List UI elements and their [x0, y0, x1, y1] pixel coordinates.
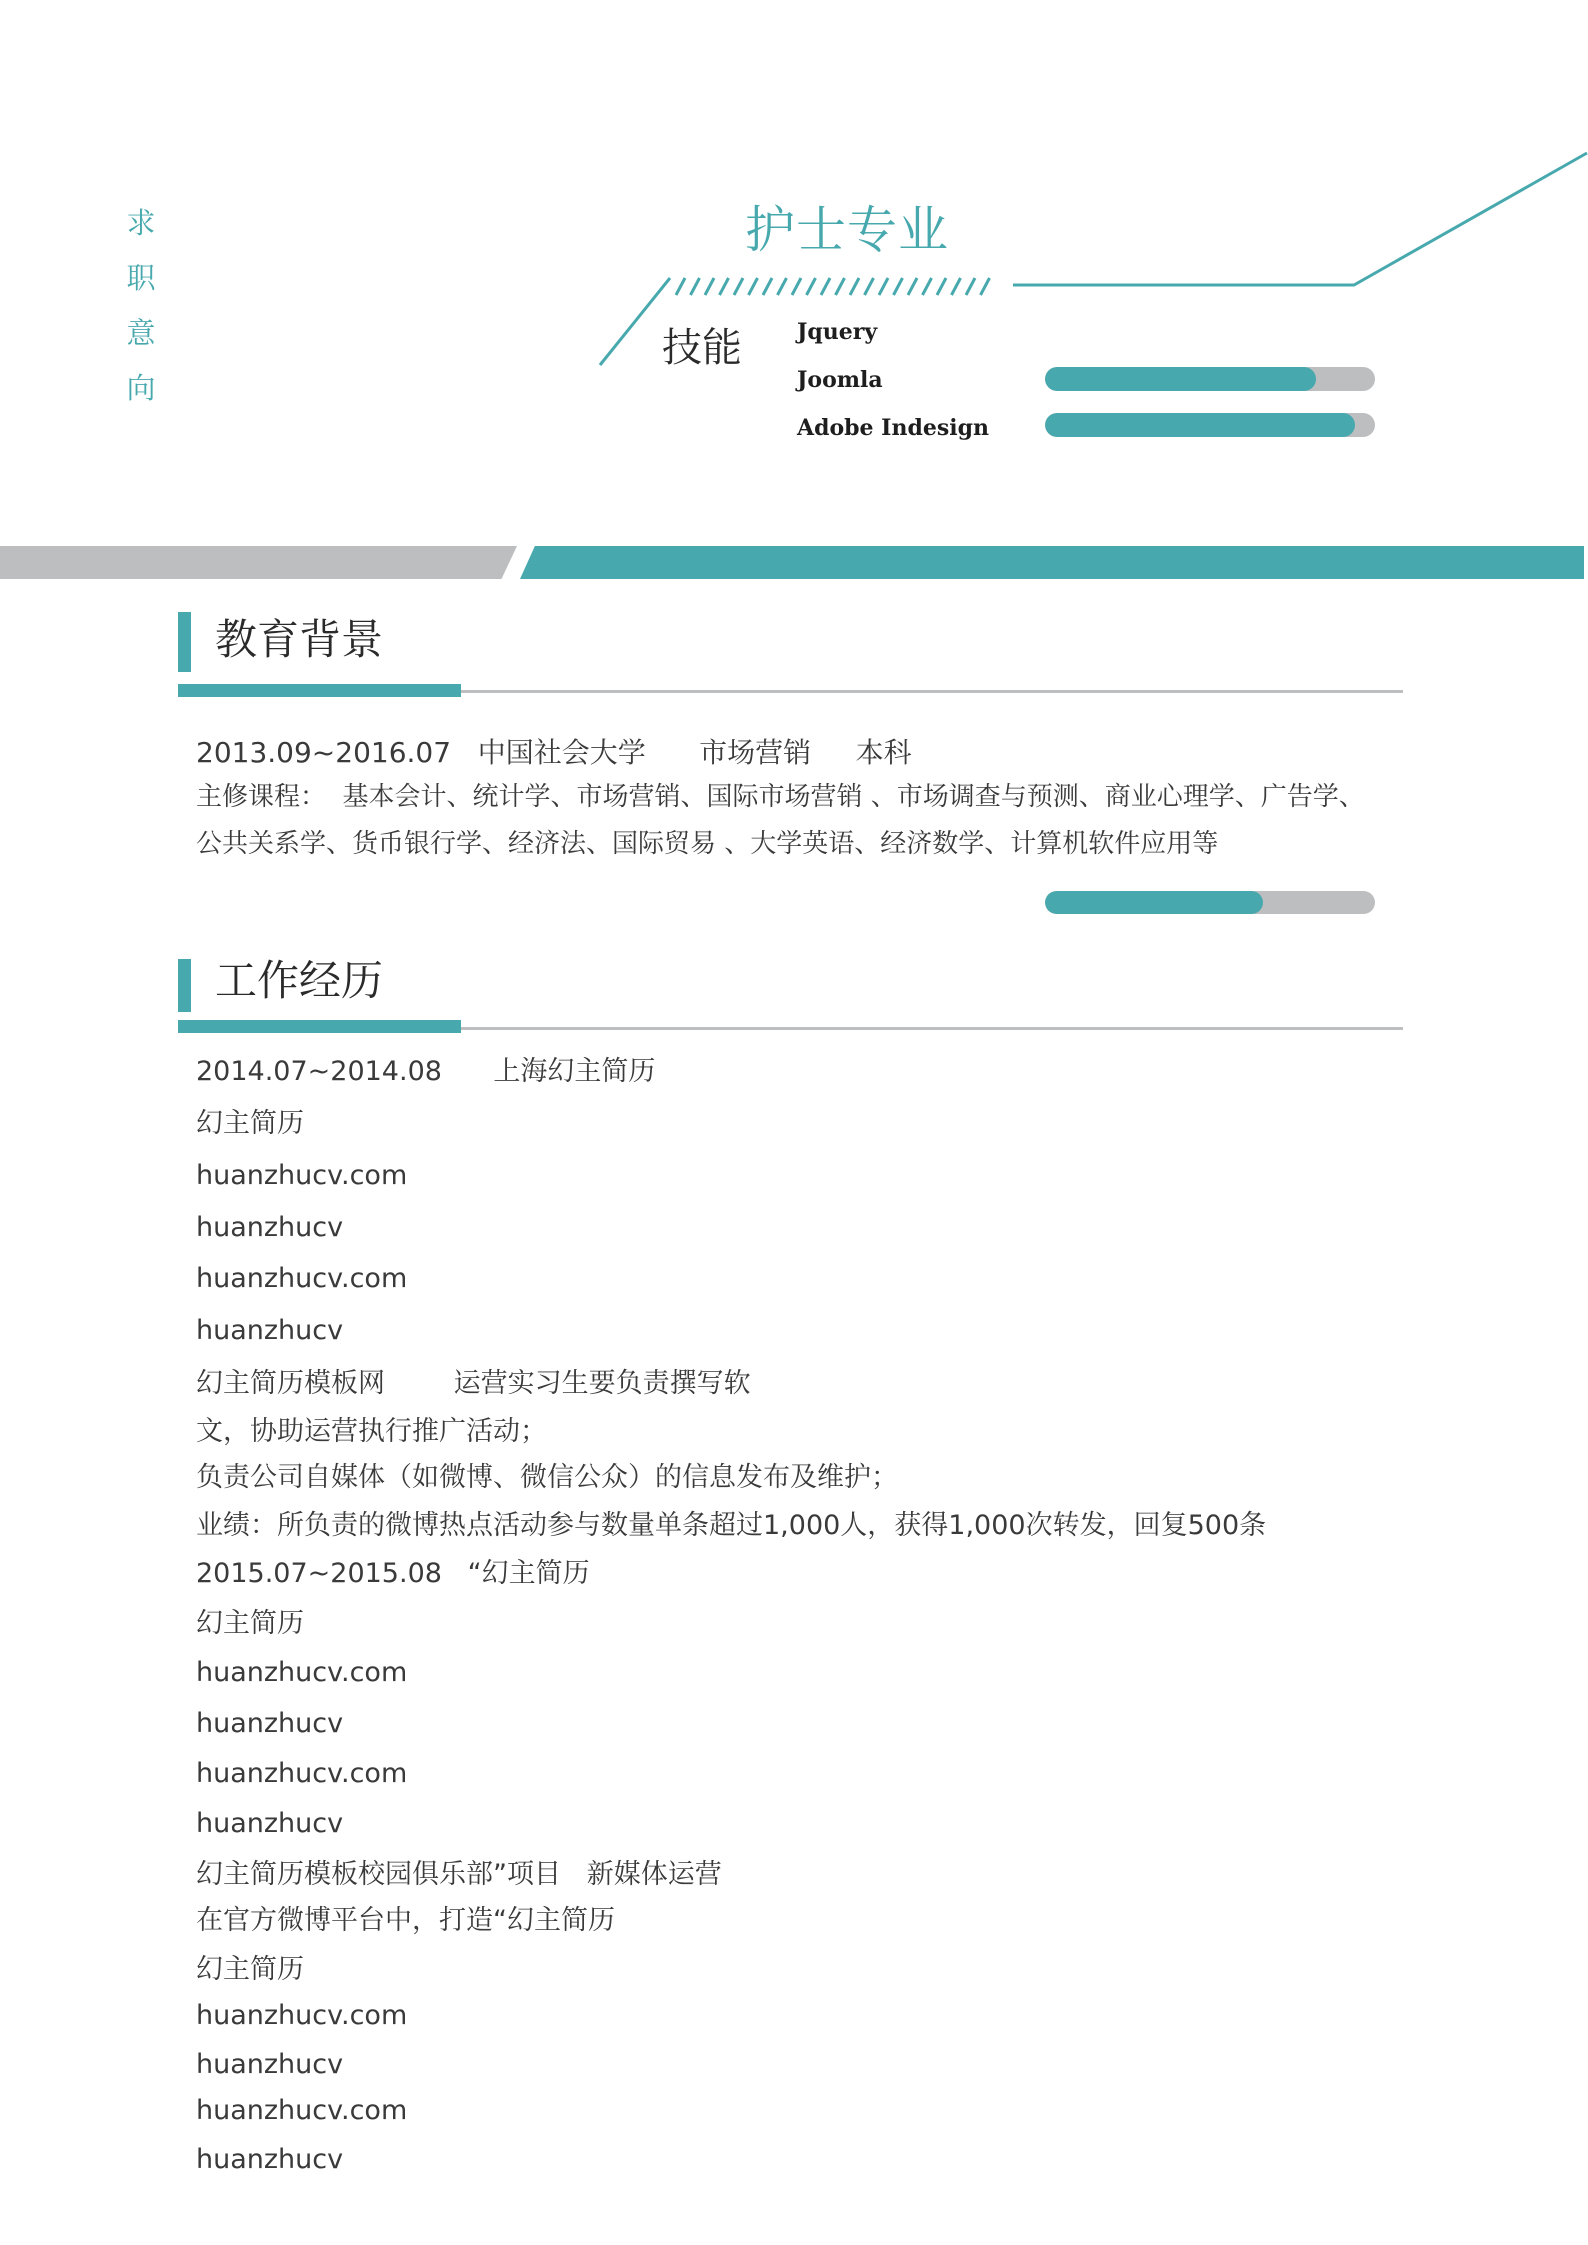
work-line: huanzhucv — [196, 1212, 344, 1243]
vertical-char: 向 — [126, 371, 156, 405]
work-line: huanzhucv.com — [196, 2095, 408, 2126]
work-heading: 工作经历 — [215, 956, 384, 1005]
education-heading: 教育背景 — [215, 615, 384, 664]
work-line: huanzhucv.com — [196, 1657, 408, 1688]
skills-heading: 技能 — [662, 325, 742, 371]
skill-bar-fill — [1045, 367, 1316, 391]
work-line: huanzhucv — [196, 1808, 344, 1839]
vertical-char: 求 — [126, 206, 156, 240]
work-line: huanzhucv — [196, 2144, 344, 2175]
work-line: 业绩：所负责的微博热点活动参与数量单条超过1,000人，获得1,000次转发，回复500条 — [196, 1510, 1267, 1541]
education-line: 主修课程： 基本会计、统计学、市场营销、国际市场营销 、市场调查与预测、商业心理学、广告学、 — [196, 782, 1365, 812]
education-progress-fill — [1045, 891, 1263, 914]
education-progress-bar — [1045, 891, 1375, 914]
section-underline — [178, 1020, 461, 1033]
diagonal-line — [600, 278, 670, 365]
work-line: 2015.07~2015.08 “幻主简历 — [196, 1558, 590, 1589]
section-underline — [178, 684, 461, 697]
skill-name-jquery: Jquery — [797, 319, 878, 345]
section-rule — [461, 1027, 1403, 1030]
work-line: 幻主简历模板网 运营实习生要负责撰写软 — [196, 1368, 751, 1399]
page-title: 护士专业 — [745, 201, 949, 259]
skill-bar-fill — [1045, 413, 1355, 437]
divider-band-gray — [0, 546, 517, 579]
work-line: huanzhucv.com — [196, 1160, 408, 1191]
decorative-lines — [0, 0, 1588, 600]
work-line: 幻主简历模板校园俱乐部”项目 新媒体运营 — [196, 1859, 722, 1890]
header-accent-line — [1013, 153, 1587, 285]
divider-band-teal — [520, 546, 1584, 579]
hatch-pattern — [676, 278, 990, 295]
work-line: huanzhucv — [196, 1315, 344, 1346]
work-line: 幻主简历 — [196, 1108, 304, 1139]
vertical-char: 意 — [126, 316, 156, 350]
work-line: 幻主简历 — [196, 1954, 304, 1985]
work-line: huanzhucv.com — [196, 1758, 408, 1789]
work-line: huanzhucv.com — [196, 2000, 408, 2031]
work-line: huanzhucv — [196, 2049, 344, 2080]
work-line: huanzhucv.com — [196, 1263, 408, 1294]
section-marker — [178, 959, 191, 1012]
work-line: huanzhucv — [196, 1708, 344, 1739]
skill-bar-indesign — [1045, 413, 1375, 437]
section-rule — [461, 690, 1403, 693]
work-line: 在官方微博平台中，打造“幻主简历 — [196, 1905, 615, 1936]
work-line: 负责公司自媒体（如微博、微信公众）的信息发布及维护； — [196, 1462, 898, 1493]
work-line: 幻主简历 — [196, 1608, 304, 1639]
work-line: 2014.07~2014.08 上海幻主简历 — [196, 1056, 656, 1087]
skill-name-indesign: Adobe Indesign — [797, 415, 989, 441]
vertical-char: 职 — [126, 261, 156, 295]
education-line: 2013.09~2016.07 中国社会大学 市场营销 本科 — [196, 736, 912, 769]
education-line: 公共关系学、货币银行学、经济法、国际贸易 、大学英语、经济数学、计算机软件应用等 — [196, 829, 1219, 859]
skill-name-joomla: Joomla — [797, 367, 883, 393]
work-line: 文，协助运营执行推广活动； — [196, 1416, 547, 1447]
section-marker — [178, 612, 191, 672]
job-intention-vertical-label — [124, 196, 158, 416]
skill-bar-joomla — [1045, 367, 1375, 391]
